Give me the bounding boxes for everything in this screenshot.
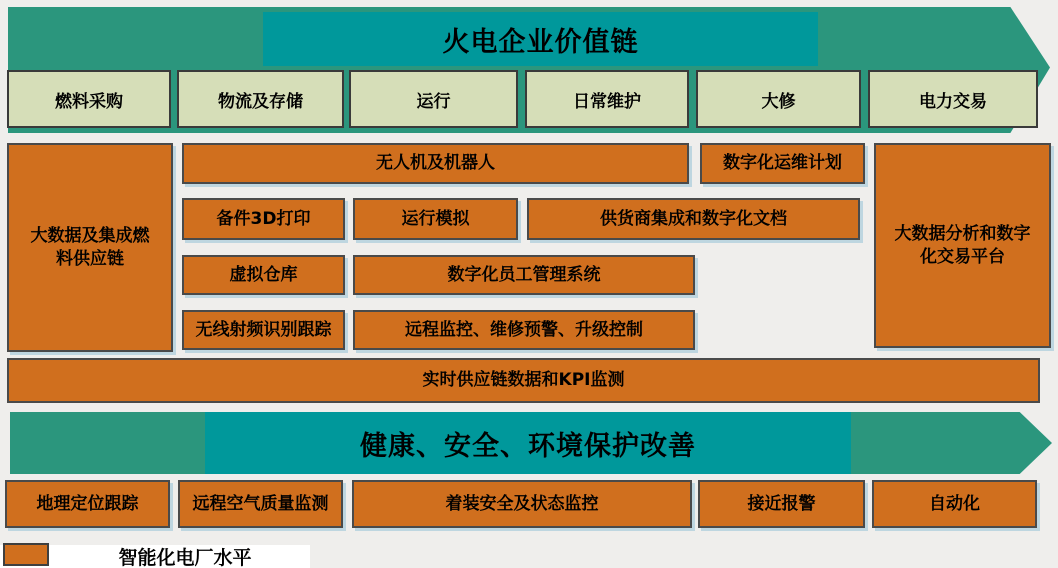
grid-box-operation-simulation: 运行模拟	[353, 198, 518, 240]
bottom-box-geolocation-tracking: 地理定位跟踪	[5, 480, 170, 528]
stage-daily-maintenance: 日常维护	[525, 70, 689, 128]
kpi-bar: 实时供应链数据和KPI监测	[7, 358, 1040, 403]
stage-power-trading: 电力交易	[868, 70, 1038, 128]
grid-box-virtual-warehouse: 虚拟仓库	[182, 255, 345, 295]
grid-box-digital-staff-mgmt: 数字化员工管理系统	[353, 255, 695, 295]
bottom-box-remote-air-quality: 远程空气质量监测	[178, 480, 343, 528]
top-banner-title: 火电企业价值链	[263, 12, 818, 66]
grid-box-rfid-tracking: 无线射频识别跟踪	[182, 310, 345, 350]
legend-swatch	[3, 543, 49, 566]
grid-box-supplier-integration: 供货商集成和数字化文档	[527, 198, 860, 240]
legend-label: 智能化电厂水平	[118, 546, 252, 568]
grid-box-digital-om-plan: 数字化运维计划	[700, 143, 865, 184]
right-column-box: 大数据分析和数字化交易平台	[874, 143, 1051, 348]
stage-overhaul: 大修	[696, 70, 861, 128]
grid-box-3d-printing: 备件3D打印	[182, 198, 345, 240]
grid-box-remote-monitoring: 远程监控、维修预警、升级控制	[353, 310, 695, 350]
stage-fuel-procurement: 燃料采购	[7, 70, 171, 128]
hse-banner-title: 健康、安全、环境保护改善	[205, 412, 851, 474]
grid-box-drones-robots: 无人机及机器人	[182, 143, 689, 184]
bottom-box-automation: 自动化	[872, 480, 1037, 528]
left-column-box: 大数据及集成燃料供应链	[7, 143, 173, 352]
bottom-box-wearable-safety: 着装安全及状态监控	[352, 480, 692, 528]
stage-operation: 运行	[349, 70, 518, 128]
bottom-box-proximity-alarm: 接近报警	[698, 480, 865, 528]
stage-logistics-storage: 物流及存储	[177, 70, 344, 128]
